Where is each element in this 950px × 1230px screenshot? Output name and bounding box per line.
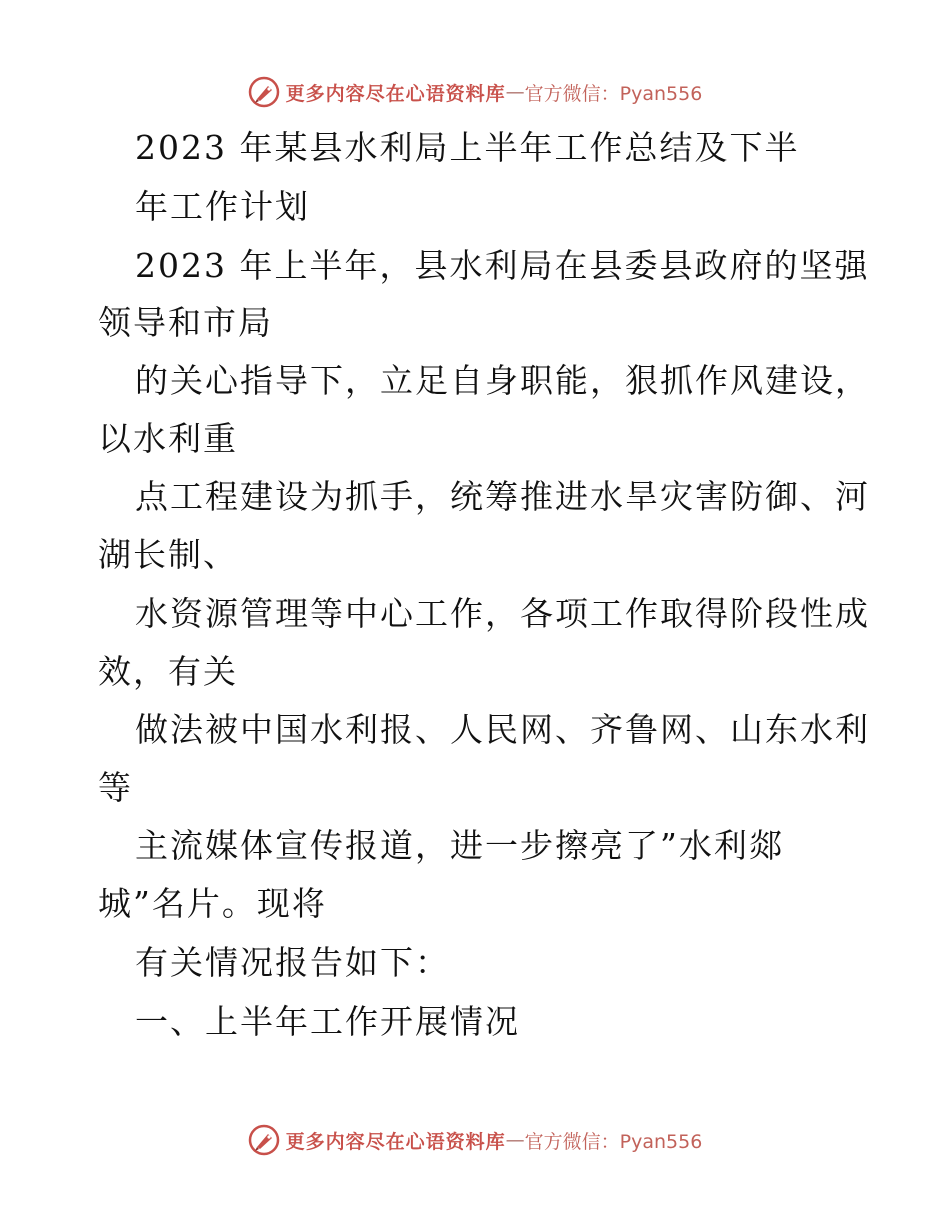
banner-wechat-text: 官方微信：Pyan556 [524,1130,703,1153]
paragraph-7-line-1: 有关情况报告如下： [135,943,450,982]
paragraph-3-line-2: 湖长制、 [98,535,238,574]
banner-dash: — [505,1129,525,1151]
banner-dash: — [505,81,525,103]
paragraph-5-line-1: 做法被中国水利报、人民网、齐鲁网、山东水利 [135,710,870,749]
paragraph-2-line-1: 的关心指导下，立足自身职能，狠抓作风建设， [135,361,870,400]
paragraph-1-line-1: 2023 年上半年，县水利局在县委县政府的坚强 [135,246,870,285]
section-heading-1: 一、上半年工作开展情况 [135,1002,520,1041]
banner-wechat-text: 官方微信：Pyan556 [524,82,703,105]
paragraph-4-line-2: 效，有关 [98,652,238,691]
pen-nib-logo-icon [248,1124,280,1156]
paragraph-1-line-2: 领导和市局 [98,303,273,342]
document-title-line-2: 年工作计划 [135,187,310,226]
paragraph-5-line-2: 等 [98,768,133,807]
banner-brand-text: 更多内容尽在心语资料库 [285,82,506,105]
footer-banner [0,1118,950,1162]
paragraph-3-line-1: 点工程建设为抓手，统筹推进水旱灾害防御、河 [135,477,870,516]
banner-brand-text: 更多内容尽在心语资料库 [285,1130,506,1153]
document-title-line-1: 2023 年某县水利局上半年工作总结及下半 [135,128,800,167]
paragraph-6-line-1: 主流媒体宣传报道，进一步擦亮了”水利郯 [135,826,784,865]
paragraph-4-line-1: 水资源管理等中心工作，各项工作取得阶段性成 [135,594,870,633]
paragraph-2-line-2: 以水利重 [98,419,238,458]
paragraph-6-line-2: 城”名片。现将 [98,884,327,923]
